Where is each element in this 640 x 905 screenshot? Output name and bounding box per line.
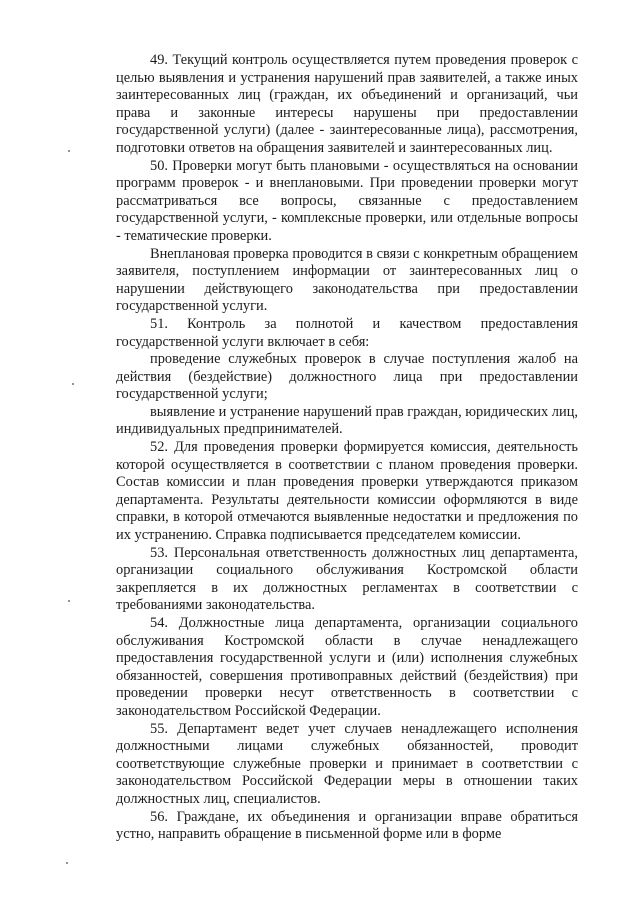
scan-speck (72, 383, 74, 385)
paragraph-52: 52. Для проведения проверки формируется комиссия, деятельность которой осуществляется в соответствии с планом проведения проверки. Состав комиссии и план проведения проверки утверждаются приказом департамента. Результаты деятельности комиссии оформляются в виде справки, в которой отмечаются выявленные недостатки и предложения по их устранению. Справка подписывается председателем комиссии. (116, 439, 578, 544)
paragraph-56: 56. Граждане, их объединения и организации вправе обратиться устно, направить обращение в письменной форме или в форме (116, 808, 578, 843)
paragraph-51-item-2: выявление и устранение нарушений прав граждан, юридических лиц, индивидуальных предпринимателей. (116, 403, 578, 438)
scan-speck (68, 600, 70, 602)
paragraph-51-item-1: проведение служебных проверок в случае поступления жалоб на действия (бездействие) должностного лица при предоставлении государственной услуги; (116, 351, 578, 403)
paragraph-50-unplanned: Внеплановая проверка проводится в связи с конкретным обращением заявителя, поступлением информации от заинтересованных лиц о нарушении действующего законодательства при предоставлении государственной услуги. (116, 245, 578, 315)
paragraph-50: 50. Проверки могут быть плановыми - осуществляться на основании программ проверок - и внеплановыми. При проведении проверки могут рассматриваться все вопросы, связанные с предоставлением государственной услуги, - комплексные проверки, или отдельные вопросы - тематические проверки. (116, 157, 578, 244)
paragraph-53: 53. Персональная ответственность должностных лиц департамента, организации социального обслуживания Костромской области закрепляется в их должностных регламентах в соответствии с требованиями законодательства. (116, 544, 578, 614)
document-body (116, 52, 578, 844)
paragraph-51: 51. Контроль за полнотой и качеством предоставления государственной услуги включает в себя: (116, 315, 578, 350)
paragraph-49: 49. Текущий контроль осуществляется путем проведения проверок с целью выявления и устранения нарушений прав заявителей, а также иных заинтересованных лиц (граждан, их объединений и организаций, чьи права и законные интересы нарушены при предоставлении государственной услуги) (далее - заинтересованные лица), рассмотрения, подготовки ответов на обращения заявителей и заинтересованных лиц. (116, 52, 578, 156)
paragraph-54: 54. Должностные лица департамента, организации социального обслуживания Костромской области в случае ненадлежащего предоставления государственной услуги и (или) исполнения служебных обязанностей, совершения противоправных действий (бездействия) при проведении проверки несут ответственность в соответствии с законодательством Российской Федерации. (116, 615, 578, 719)
scan-speck (66, 862, 68, 864)
paragraph-55: 55. Департамент ведет учет случаев ненадлежащего исполнения должностными лицами служебных обязанностей, проводит соответствующие служебные проверки и принимает в соответствии с законодательством Российской Федерации меры в отношении таких должностных лиц, специалистов. (116, 720, 578, 807)
scan-speck (68, 150, 70, 152)
